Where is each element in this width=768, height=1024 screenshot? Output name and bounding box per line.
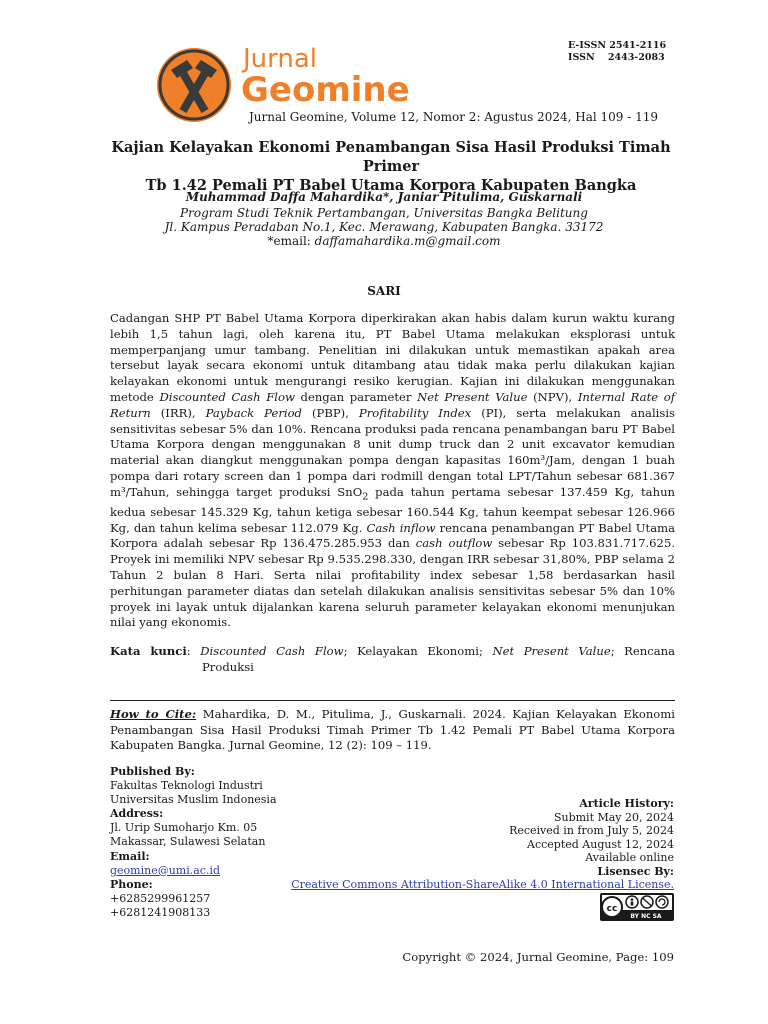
abstract-text: (NPV), xyxy=(527,389,578,404)
publisher-info xyxy=(110,765,277,920)
license-link[interactable]: Creative Commons Attribution-ShareAlike 4.0 International License. xyxy=(291,878,674,891)
cc-license-badge[interactable] xyxy=(600,893,674,921)
issn: ISSN 2443-2083 xyxy=(568,52,665,63)
eissn: E-ISSN 2541-2116 xyxy=(568,40,667,51)
keyword: Discounted Cash Flow xyxy=(200,644,344,658)
phone-label: Phone: xyxy=(110,877,153,891)
publisher-email-link[interactable]: geomine@umi.ac.id xyxy=(110,863,221,877)
abstract-term: Cash inflow xyxy=(366,520,436,535)
keywords-colon: : xyxy=(186,644,201,658)
phone-number: +6285299961257 xyxy=(110,891,211,905)
keyword: Net Present Value xyxy=(492,644,611,658)
abstract-text: pada tahun pertama sebesar 137.459 Kg, tahun kedua sebesar 145.329 Kg, tahun ketiga sebesar 160.544 Kg, tahun keempat sebesar 126.966 Kg, dan tahun kelima sebesar 112.079 Kg. xyxy=(110,484,675,535)
abstract-text: sebesar Rp 103.831.717.625. Proyek ini memiliki NPV sebesar Rp 9.535.298.330, dengan IRR sebesar 31,80%, PBP selama 2 Tahun 2 bulan 8 Hari. Serta nilai profitability index sebesar 1,58 berdasarkan hasil perhitungan parameter diatas dan setelah dilakukan analisis sensitivitas sebesar 5% dan 10% proyek ini layak untuk dijalankan karena seluruh parameter kelayakan ekonomi menunjukan nilai yang ekonomis. xyxy=(110,536,676,630)
keyword: ; Rencana xyxy=(610,644,676,658)
abstract-text: dengan parameter xyxy=(294,389,418,404)
article-history xyxy=(291,797,674,892)
abstract-body xyxy=(110,311,675,631)
abstract-term: Payback Period xyxy=(205,405,302,420)
journal-info: Jurnal Geomine, Volume 12, Nomor 2: Agustus 2024, Hal 109 - 119 xyxy=(248,110,658,124)
keywords-line-1 xyxy=(110,644,675,660)
divider xyxy=(110,700,675,701)
publisher-line: Universitas Muslim Indonesia xyxy=(110,793,277,807)
abstract-term: Discounted Cash Flow xyxy=(159,389,295,404)
email-label: Email: xyxy=(110,849,150,863)
keywords-label: Kata kunci xyxy=(110,644,187,658)
keyword-separator: ; Kelayakan Ekonomi; xyxy=(343,644,493,658)
abstract-text: (IRR), xyxy=(150,405,206,420)
email-prefix: *email: xyxy=(267,234,315,248)
paper-title xyxy=(108,138,674,195)
footer-copyright: Copyright © 2024, Jurnal Geomine, Page: 109 xyxy=(402,950,674,964)
authors: Muhammad Daffa Mahardika*, Janiar Pitulima, Guskarnali xyxy=(185,190,583,204)
keywords xyxy=(110,644,675,676)
abstract-text: (PI), serta melakukan analisis sensitivitas sebesar 5% dan 10%. Rencana produksi pada rencana penambangan baru PT Babel Utama Korpora dengan menggunakan 8 unit dump truck dan 2 unit excavator kemudian material akan diangkut menggunakan pompa dengan kapasitas 160m³/Jam, dengan 1 buah pompa dari rotary screen dan 1 pompa dari rodmill dengan total LPT/Tahun sebesar 681.367 m³/Tahun, sehingga target produksi SnO xyxy=(110,405,675,499)
svg-text:cc: cc xyxy=(606,904,618,914)
history-accepted: Accepted August 12, 2024 xyxy=(527,837,674,851)
address-line: Makassar, Sulawesi Selatan xyxy=(110,835,266,849)
phone-number: +6281241908133 xyxy=(110,905,211,919)
address-label: Address: xyxy=(110,807,164,821)
address-line: Jl. Urip Sumoharjo Km. 05 xyxy=(110,821,258,835)
licensee-label: Lisensec By: xyxy=(597,864,674,878)
how-to-cite xyxy=(110,707,675,754)
abstract-term: Net Present Value xyxy=(417,389,528,404)
abstract-text: rencana penambangan PT Babel Utama Korpora adalah sebesar Rp 136.475.285.953 dan xyxy=(110,520,676,551)
keyword: Produksi xyxy=(202,659,254,674)
history-label: Article History: xyxy=(579,797,674,810)
abstract-term: Profitability Index xyxy=(358,405,472,420)
email-address: daffamahardika.m@gmail.com xyxy=(314,234,501,248)
abstract-term: cash outflow xyxy=(415,536,493,551)
affiliation-1: Program Studi Teknik Pertambangan, Universitas Bangka Belitung xyxy=(180,206,588,220)
cite-label: How to Cite: xyxy=(110,707,197,721)
affiliation-2: Jl. Kampus Peradaban No.1, Kec. Merawang, Kabupaten Bangka. 33172 xyxy=(164,220,604,234)
corresponding-email xyxy=(100,234,668,248)
publisher-line: Fakultas Teknologi Industri xyxy=(110,779,263,793)
history-submit: Submit May 20, 2024 xyxy=(553,810,674,824)
published-by-label: Published By: xyxy=(110,765,195,778)
cc-badge-label: BY NC SA xyxy=(630,913,662,920)
logo-text-geomine: Geomine xyxy=(241,70,410,110)
subscript: 2 xyxy=(362,491,369,503)
history-received: Received in from July 5, 2024 xyxy=(509,824,674,837)
title-line-2: Tb 1.42 Pemali PT Babel Utama Korpora Kabupaten Bangka xyxy=(145,177,637,194)
title-line-1: Kajian Kelayakan Ekonomi Penambangan Sisa Hasil Produksi Timah Primer xyxy=(111,139,671,175)
abstract-term: Internal Rate of Return xyxy=(110,389,676,420)
logo-text-jurnal: Jurnal xyxy=(243,44,318,74)
issn-block xyxy=(568,40,667,64)
abstract-text: Cadangan SHP PT Babel Utama Korpora diperkirakan akan habis dalam kurun waktu kurang lebih 1,5 tahun lagi, oleh karena itu, PT Babel Utama melakukan eksplorasi untuk memperpanjang umur tambang. Penelitian ini dilakukan untuk memastikan apakah area tersebut layak secara ekonomi untuk ditambang atau tidak maka perlu dilakukan kajian kelayakan ekonomi untuk mengurangi resiko kerugian. Kajian ini dilakukan menggunakan metode xyxy=(110,311,675,404)
abstract-text: (PBP), xyxy=(301,405,359,420)
cite-text: Mahardika, D. M., Pitulima, J., Guskarnali. 2024. Kajian Kelayakan Ekonomi Penambangan Sisa Hasil Produksi Timah Primer Tb 1.42 Pemali PT Babel Utama Korpora Kabupaten Bangka. Jurnal Geomine, 12 (2): 109 – 119. xyxy=(110,707,675,752)
history-available: Available online xyxy=(585,851,674,864)
abstract-heading: SARI xyxy=(367,284,401,298)
